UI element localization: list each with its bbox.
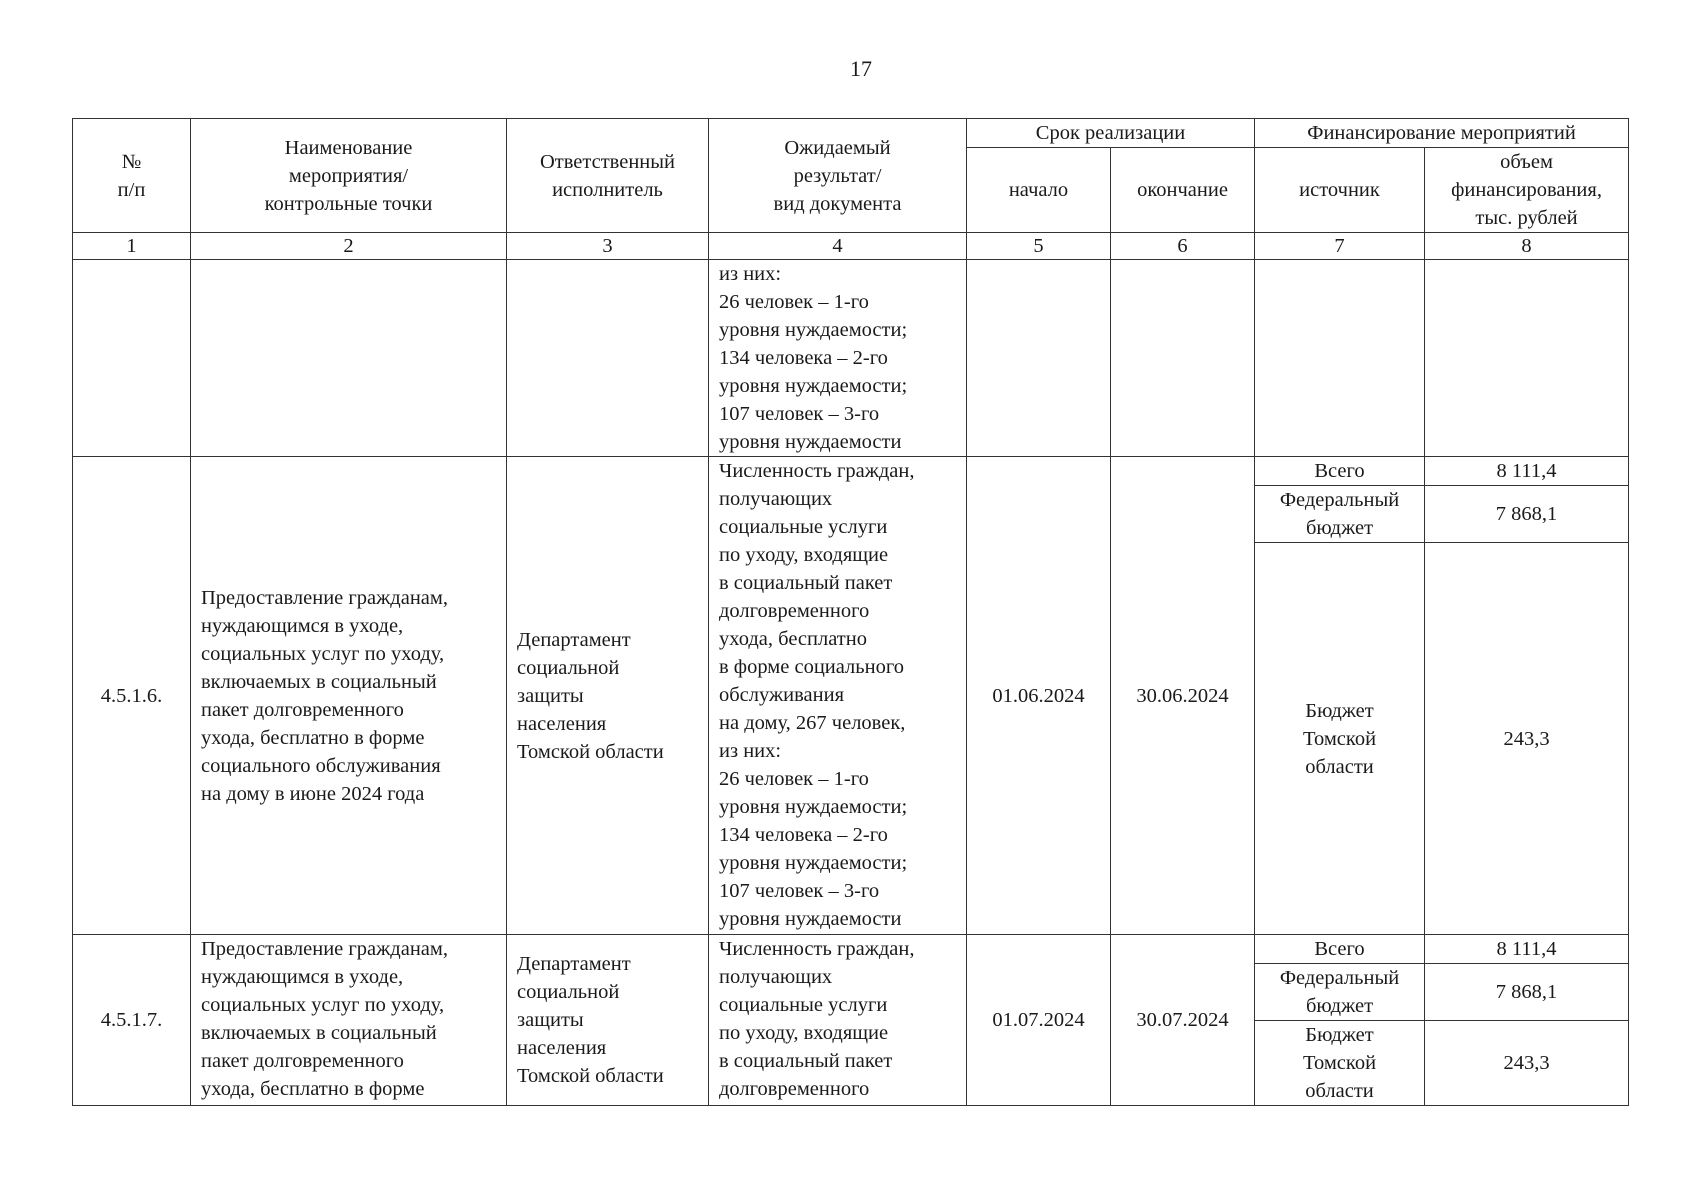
- cell-name: Предоставление гражданам, нуждающимся в уходе, социальных услуг по уходу, включаемых в социальный пакет долговременного ухода, бесплатно в форме: [191, 935, 507, 1106]
- cell-amount: 8 111,4: [1425, 457, 1629, 486]
- cell-end-date: 30.07.2024: [1111, 935, 1255, 1106]
- header-term-start: начало: [967, 148, 1111, 233]
- column-number: 4: [709, 233, 967, 260]
- header-executor: Ответственный исполнитель: [507, 119, 709, 233]
- cell-empty: [191, 260, 507, 457]
- cell-num: 4.5.1.6.: [73, 457, 191, 935]
- cell-executor: Департамент социальной защиты населения Томской области: [507, 935, 709, 1106]
- column-number: 8: [1425, 233, 1629, 260]
- cell-source: Федеральный бюджет: [1255, 486, 1425, 543]
- activity-plan-table: [72, 118, 1629, 1106]
- column-number: 7: [1255, 233, 1425, 260]
- cell-amount: 7 868,1: [1425, 486, 1629, 543]
- cell-result: Численность граждан, получающих социальные услуги по уходу, входящие в социальный пакет долговременного ухода, бесплатно в форме социального обслуживания на дому, 267 человек, из них: 26 человек – 1-го уровня нуждаемости; 134 человека – 2-го уровня нуждаемости; 107 человек – 3-го уровня нуждаемости: [709, 457, 967, 935]
- cell-name: Предоставление гражданам, нуждающимся в уходе, социальных услуг по уходу, включаемых в социальный пакет долговременного ухода, бесплатно в форме социального обслуживания на дому в июне 2024 года: [191, 457, 507, 935]
- cell-start-date: 01.07.2024: [967, 935, 1111, 1106]
- cell-num: 4.5.1.7.: [73, 935, 191, 1106]
- cell-empty: [967, 260, 1111, 457]
- cell-source: Бюджет Томской области: [1255, 1021, 1425, 1106]
- cell-source: Всего: [1255, 935, 1425, 964]
- header-source: источник: [1255, 148, 1425, 233]
- cell-empty: [1255, 260, 1425, 457]
- table-row-continued: [73, 260, 1629, 457]
- column-numbers-row: [73, 233, 1629, 260]
- cell-empty: [1111, 260, 1255, 457]
- header-result: Ожидаемый результат/ вид документа: [709, 119, 967, 233]
- cell-empty: [73, 260, 191, 457]
- cell-start-date: 01.06.2024: [967, 457, 1111, 935]
- cell-amount: 7 868,1: [1425, 964, 1629, 1021]
- cell-executor: Департамент социальной защиты населения Томской области: [507, 457, 709, 935]
- header-num: № п/п: [73, 119, 191, 233]
- table-row: [73, 457, 1629, 486]
- column-number: 2: [191, 233, 507, 260]
- cell-source: Федеральный бюджет: [1255, 964, 1425, 1021]
- table-row: [73, 935, 1629, 964]
- header-term-end: окончание: [1111, 148, 1255, 233]
- cell-amount: 243,3: [1425, 1021, 1629, 1106]
- cell-empty: [507, 260, 709, 457]
- column-number: 5: [967, 233, 1111, 260]
- cell-result: Численность граждан, получающих социальные услуги по уходу, входящие в социальный пакет долговременного: [709, 935, 967, 1106]
- cell-end-date: 30.06.2024: [1111, 457, 1255, 935]
- cell-amount: 8 111,4: [1425, 935, 1629, 964]
- cell-source: Бюджет Томской области: [1255, 543, 1425, 935]
- column-number: 6: [1111, 233, 1255, 260]
- header-name: Наименование мероприятия/ контрольные точки: [191, 119, 507, 233]
- cell-empty: [1425, 260, 1629, 457]
- cell-result: из них: 26 человек – 1-го уровня нуждаемости; 134 человека – 2-го уровня нуждаемости; 107 человек – 3-го уровня нуждаемости: [709, 260, 967, 457]
- column-number: 1: [73, 233, 191, 260]
- cell-amount: 243,3: [1425, 543, 1629, 935]
- header-financing-group: Финансирование мероприятий: [1255, 119, 1629, 148]
- column-number: 3: [507, 233, 709, 260]
- page-number: 17: [850, 56, 872, 81]
- cell-source: Всего: [1255, 457, 1425, 486]
- header-volume: объем финансирования, тыс. рублей: [1425, 148, 1629, 233]
- header-term-group: Срок реализации: [967, 119, 1255, 148]
- table-header-row: [73, 119, 1629, 148]
